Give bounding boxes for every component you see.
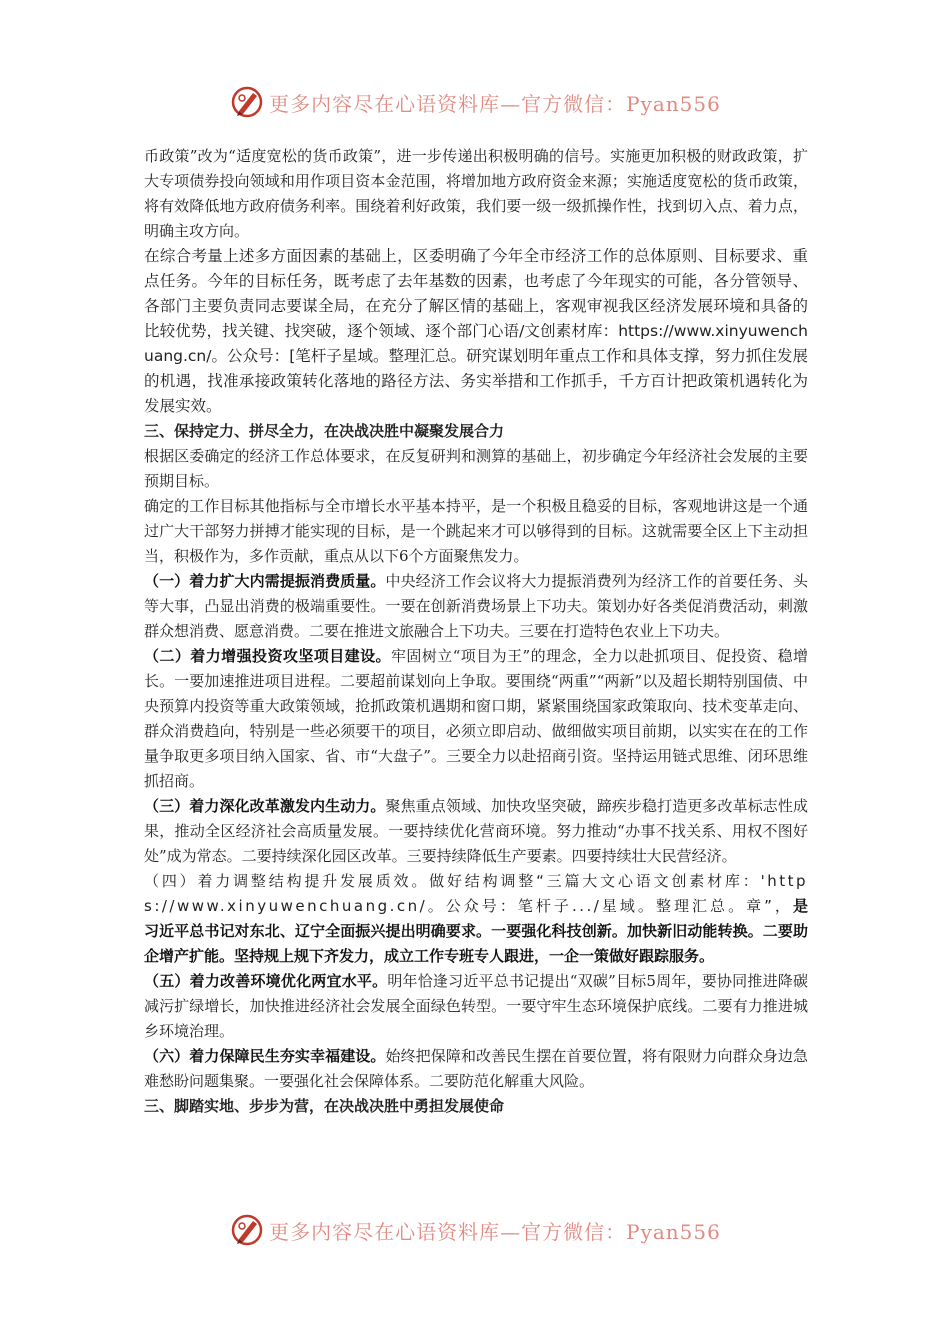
measure-item [144, 569, 808, 644]
section-heading: 三、脚踏实地、步步为营，在决战决胜中勇担发展使命 [144, 1097, 505, 1115]
measure-item [144, 794, 808, 869]
measure-body: 牢固树立“项目为王”的理念，全力以赴抓项目、促投资、稳增长。一要加速推进项目进程。二要超前谋划向上争取。要围绕“两重”“两新”以及超长期特别国债、中央预算内投资等重大政策领域，抢抓政策机遇期和窗口期，紧紧围绕国家政策取向、技术变革走向、群众消费趋向，特别是一些必须要干的项目，必须立即启动、做细做实项目前期，以实实在在的工作量争取更多项目纳入国家、省、市“大盘子”。三要全力以赴招商引资。坚持运用链式思维、闭环思维抓招商。 [144, 647, 808, 790]
measure-body: 明年恰逢习近平总书记提出“双碳”目标5周年，要协同推进降碳减污扩绿增长，加快推进经济社会发展全面绿色转型。一要守牢生态环境保护底线。二要有力推进城乡环境治理。 [144, 972, 808, 1040]
measure-body: 是习近平总书记对东北、辽宁全面振兴提出明确要求。一要强化科技创新。加快新旧动能转换。二要助企增产扩能。坚持规上规下齐发力，成立工作专班专人跟进，一企一策做好跟踪服务。 [144, 897, 808, 965]
paragraph: 根据区委确定的经济工作总体要求，在反复研判和测算的基础上，初步确定今年经济社会发展的主要预期目标。 [144, 447, 808, 490]
measure-item [144, 969, 808, 1044]
footer-banner [0, 1210, 950, 1250]
banner-text: 更多内容尽在心语资料库—官方微信：Pyan556 [269, 1219, 721, 1244]
section-heading: 三、保持定力、拼尽全力，在决战决胜中凝聚发展合力 [144, 422, 505, 440]
measure-lead: （五）着力改善环境优化两宜水平。 [144, 972, 388, 990]
measure-item [144, 869, 808, 969]
measure-lead: （四）着力调整结构提升发展质效。做好结构调整“三篇大文心语文创素材库：'https://www.xinyuwenchuang.cn/。公众号：笔杆子.../星域。整理汇总。章”， [144, 872, 808, 915]
measure-body: 聚焦重点领域、加快攻坚突破，蹄疾步稳打造更多改革标志性成果，推动全区经济社会高质量发展。一要持续优化营商环境。努力推动“办事不找关系、用权不图好处”成为常态。二要持续深化园区改革。三要持续降低生产要素。四要持续壮大民营经济。 [144, 797, 808, 865]
measure-lead: （六）着力保障民生夯实幸福建设。 [144, 1047, 386, 1065]
measure-lead: （三）着力深化改革激发内生动力。 [144, 797, 386, 815]
document-body [144, 144, 808, 1119]
measure-body: 始终把保障和改善民生摆在首要位置，将有限财力向群众身边急难愁盼问题集聚。一要强化社会保障体系。二要防范化解重大风险。 [144, 1047, 808, 1090]
measure-body: 中央经济工作会议将大力提振消费列为经济工作的首要任务、头等大事，凸显出消费的极端重要性。一要在创新消费场景上下功夫。策划办好各类促消费活动，刺激群众想消费、愿意消费。二要在推进文旅融合上下功夫。三要在打造特色农业上下功夫。 [144, 572, 808, 640]
measure-lead: （一）着力扩大内需提振消费质量。 [144, 572, 386, 590]
header-banner [0, 82, 950, 122]
measure-item [144, 1044, 808, 1094]
paragraph: 币政策”改为“适度宽松的货币政策”，进一步传递出积极明确的信号。实施更加积极的财政政策，扩大专项债券投向领域和用作项目资本金范围，将增加地方政府资金来源；实施适度宽松的货币政策，将有效降低地方政府债务利率。围绕着利好政策，我们要一级一级抓操作性，找到切入点、着力点，明确主攻方向。 [144, 147, 808, 240]
pen-logo-icon [229, 84, 265, 120]
measure-item [144, 644, 808, 794]
paragraph: 在综合考量上述多方面因素的基础上，区委明确了今年全市经济工作的总体原则、目标要求、重点任务。今年的目标任务，既考虑了去年基数的因素，也考虑了今年现实的可能，各分管领导、各部门主要负责同志要谋全局，在充分了解区情的基础上，客观审视我区经济发展环境和具备的比较优势，找关键、找突破，逐个领域、逐个部门心语/文创素材库：https://www.xinyuwenchuang.cn/。公众号：[笔杆子星域。整理汇总。研究谋划明年重点工作和具体支撑，努力抓住发展的机遇，找准承接政策转化落地的路径方法、务实举措和工作抓手，千方百计把政策机遇转化为发展实效。 [144, 247, 808, 415]
paragraph: 确定的工作目标其他指标与全市增长水平基本持平，是一个积极且稳妥的目标，客观地讲这是一个通过广大干部努力拼搏才能实现的目标，是一个跳起来才可以够得到的目标。这就需要全区上下主动担当，积极作为，多作贡献，重点从以下6个方面聚焦发力。 [144, 497, 808, 565]
measure-lead: （二）着力增强投资攻坚项目建设。 [144, 647, 391, 665]
pen-logo-icon [229, 1212, 265, 1248]
banner-text: 更多内容尽在心语资料库—官方微信：Pyan556 [269, 91, 721, 116]
